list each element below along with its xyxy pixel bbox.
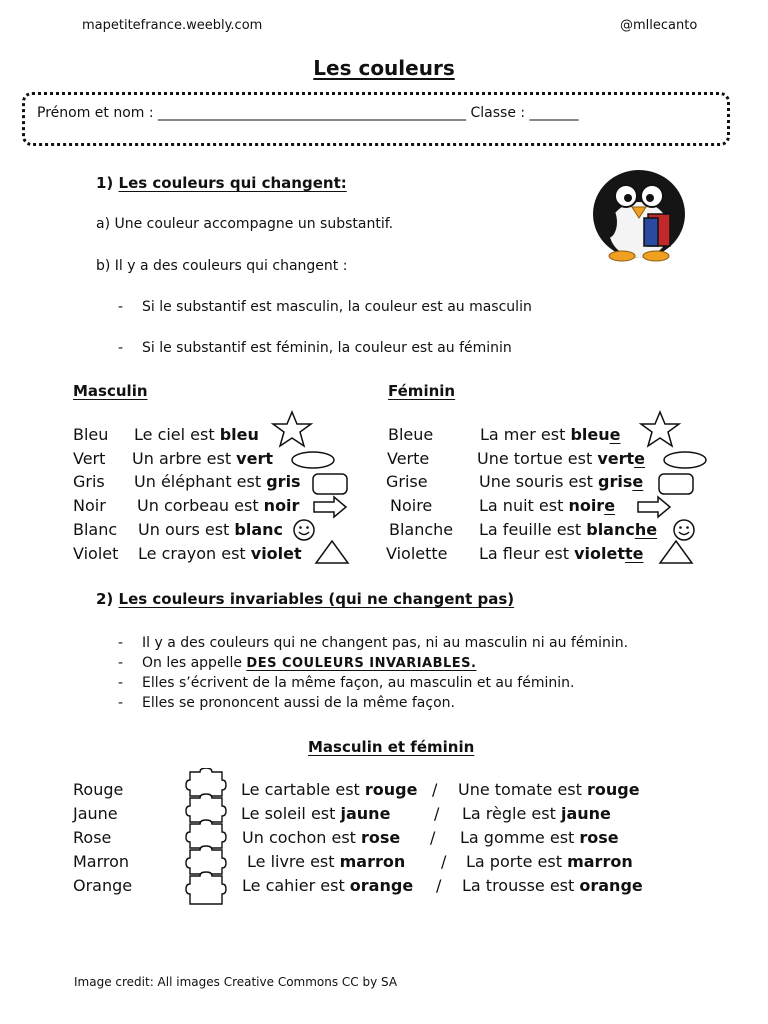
oval-shape <box>662 450 708 470</box>
invariable-fem-sentence: La règle est jaune <box>462 804 611 823</box>
feminin-color: Grise <box>386 472 428 491</box>
separator: / <box>432 780 438 799</box>
invariable-masc-sentence: Le cahier est orange <box>242 876 414 895</box>
feminin-sentence: Une souris est grise <box>479 472 644 491</box>
arrow-shape <box>636 495 672 519</box>
invariable-masc-sentence: Un cochon est rose <box>242 828 401 847</box>
invariable-fem-sentence: La trousse est orange <box>462 876 643 895</box>
section2-bullet: - Elles s’écrivent de la même façon, au masculin et au féminin. <box>118 675 575 691</box>
section1-heading: 1) Les couleurs qui changent: <box>96 174 347 192</box>
masculin-sentence: Un éléphant est gris <box>134 472 301 491</box>
section2-heading: 2) Les couleurs invariables (qui ne changent pas) <box>96 590 515 608</box>
invariable-fem-sentence: Une tomate est rouge <box>458 780 640 799</box>
feminin-color: Bleue <box>388 425 434 444</box>
invariable-label: DES COULEURS INVARIABLES. <box>246 656 477 671</box>
page-title: Les couleurs <box>313 56 455 80</box>
masculin-heading: Masculin <box>73 382 148 400</box>
feminin-color: Noire <box>390 496 433 515</box>
section2-bullet: - On les appelle DES COULEURS INVARIABLES. <box>118 655 477 671</box>
name-class-line: Prénom et nom : ____________________________________________ Classe : _______ <box>37 105 579 121</box>
arrow-shape <box>312 495 348 519</box>
star-shape <box>638 410 682 448</box>
star-shape <box>270 410 314 448</box>
rectangle-shape <box>657 472 695 496</box>
feminin-heading: Féminin <box>388 382 456 400</box>
invariable-masc-sentence: Le cartable est rouge <box>241 780 418 799</box>
penguin-illustration <box>586 160 692 264</box>
separator: / <box>430 828 436 847</box>
invariable-color: Orange <box>73 876 133 895</box>
masculin-color: Noir <box>73 496 106 515</box>
author-handle: @mllecanto <box>620 18 698 33</box>
masculin-sentence: Un corbeau est noir <box>137 496 300 515</box>
masculin-color: Gris <box>73 472 105 491</box>
rectangle-shape <box>311 472 349 496</box>
separator: / <box>441 852 447 871</box>
section1-bullet: - Si le substantif est masculin, la couleur est au masculin <box>118 299 532 315</box>
separator: / <box>434 804 440 823</box>
section1-point-b: b) Il y a des couleurs qui changent : <box>96 258 348 274</box>
oval-shape <box>290 450 336 470</box>
invariable-color: Rouge <box>73 780 124 799</box>
masculin-color: Blanc <box>73 520 118 539</box>
feminin-sentence: La fleur est violette <box>479 544 644 563</box>
section1-bullet: - Si le substantif est féminin, la couleur est au féminin <box>118 340 512 356</box>
masculin-sentence: Le ciel est bleu <box>134 425 259 444</box>
name-class-box <box>22 92 730 146</box>
section2-bullet: - Il y a des couleurs qui ne changent pas, ni au masculin ni au féminin. <box>118 635 629 651</box>
triangle-shape <box>314 539 350 565</box>
image-credit: Image credit: All images Creative Commons CC by SA <box>74 975 398 989</box>
feminin-sentence: La feuille est blanche <box>479 520 658 539</box>
separator: / <box>436 876 442 895</box>
masculin-sentence: Le crayon est violet <box>138 544 302 563</box>
triangle-shape <box>658 539 694 565</box>
section2-bullet: - Elles se prononcent aussi de la même façon. <box>118 695 455 711</box>
masculin-color: Vert <box>73 449 106 468</box>
site-url: mapetitefrance.weebly.com <box>82 18 263 33</box>
invariable-fem-sentence: La porte est marron <box>466 852 633 871</box>
feminin-color: Blanche <box>389 520 454 539</box>
feminin-sentence: La nuit est noire <box>479 496 616 515</box>
feminin-sentence: La mer est bleue <box>480 425 621 444</box>
feminin-color: Violette <box>386 544 448 563</box>
masculin-color: Bleu <box>73 425 109 444</box>
invariable-masc-sentence: Le soleil est jaune <box>241 804 391 823</box>
invariable-color: Marron <box>73 852 130 871</box>
section1-point-a: a) Une couleur accompagne un substantif. <box>96 216 394 232</box>
invariable-fem-sentence: La gomme est rose <box>460 828 619 847</box>
masculin-sentence: Un ours est blanc <box>138 520 284 539</box>
invariable-masc-sentence: Le livre est marron <box>247 852 406 871</box>
puzzle-pieces <box>184 768 232 908</box>
invariable-color: Rose <box>73 828 112 847</box>
mixed-heading: Masculin et féminin <box>308 738 475 756</box>
invariable-color: Jaune <box>73 804 118 823</box>
feminin-color: Verte <box>387 449 430 468</box>
masculin-sentence: Un arbre est vert <box>132 449 273 468</box>
smiley-shape <box>292 518 316 542</box>
masculin-color: Violet <box>73 544 119 563</box>
feminin-sentence: Une tortue est verte <box>477 449 645 468</box>
